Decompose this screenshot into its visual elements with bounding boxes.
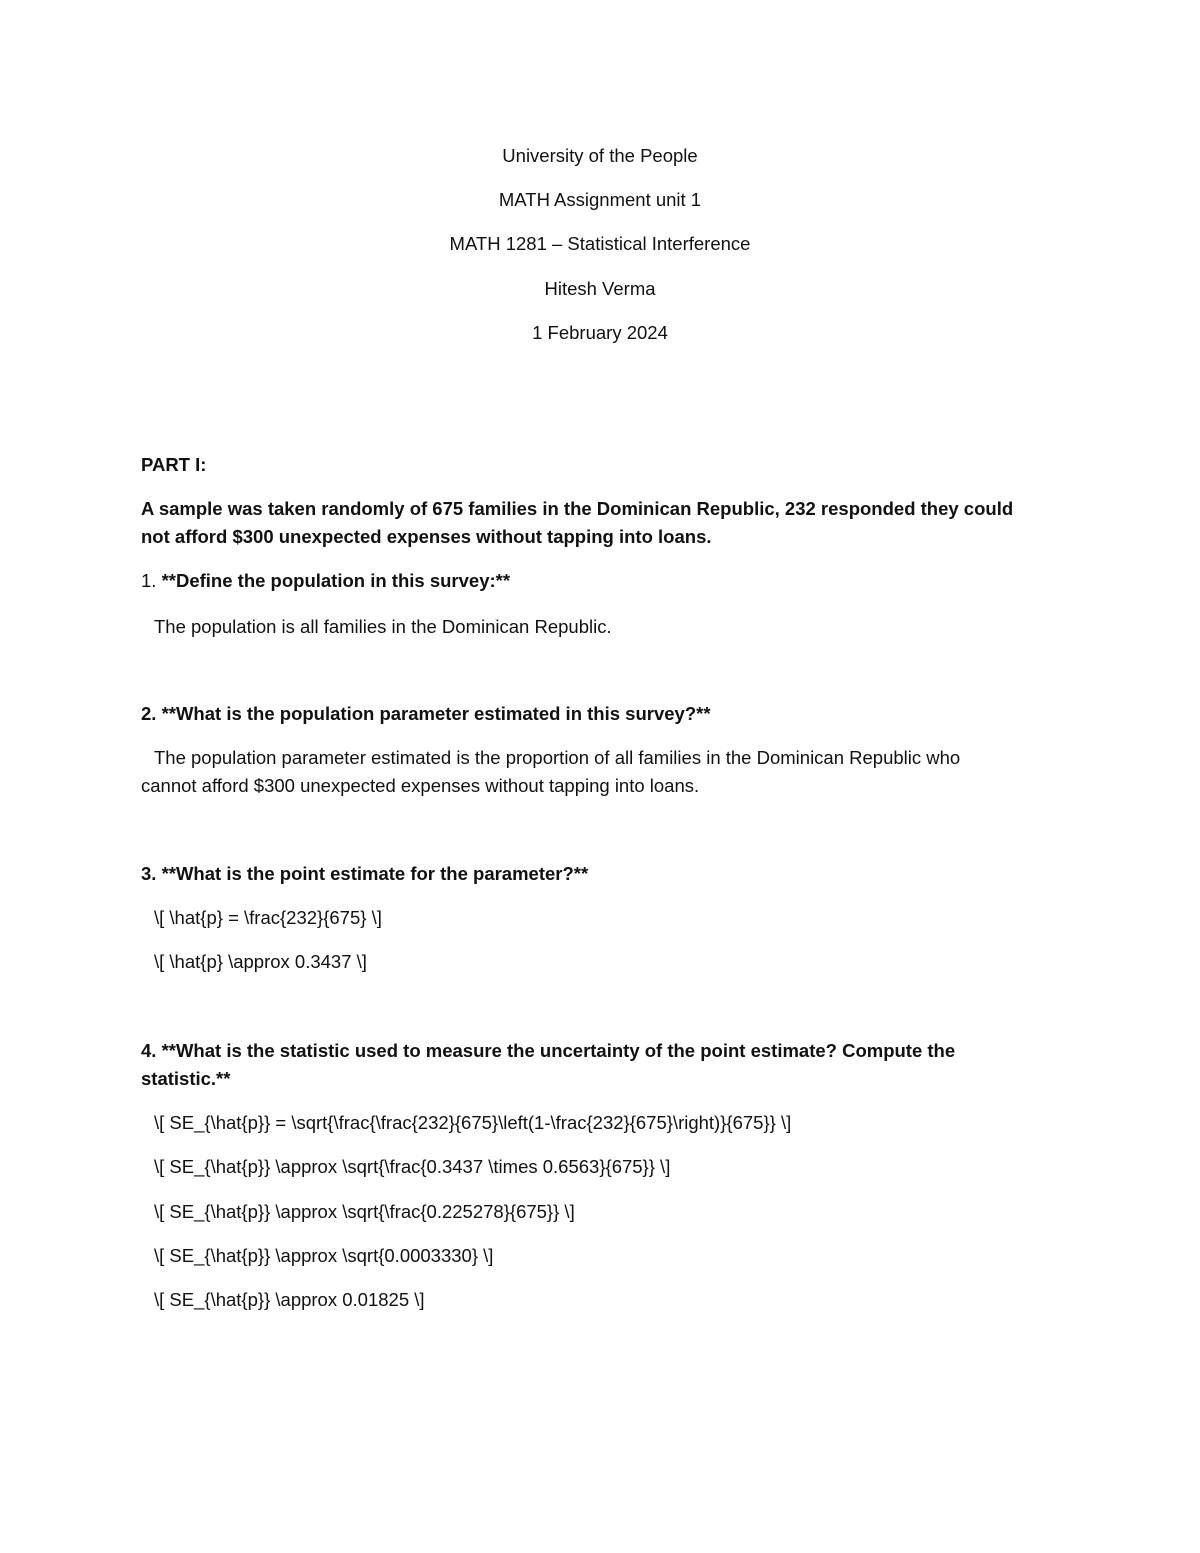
formula-3-2: \[ \hat{p} \approx 0.3437 \] [154, 951, 367, 972]
answer-2-line-2: cannot afford $300 unexpected expenses without tapping into loans. [141, 775, 700, 796]
question-4-line-2: statistic.** [141, 1068, 231, 1089]
assignment-title: MATH Assignment unit 1 [498, 189, 702, 210]
formula-4-1: \[ SE_{\hat{p}} = \sqrt{\frac{\frac{232}{675}\left(1-\frac{232}{675}\right)}{675}} \] [154, 1112, 792, 1133]
problem-statement-line-1: A sample was taken randomly of 675 families in the Dominican Republic, 232 responded they could [141, 498, 1014, 519]
formula-4-2: \[ SE_{\hat{p}} \approx \sqrt{\frac{0.3437 \times 0.6563}{675}} \] [154, 1156, 671, 1177]
formula-4-4: \[ SE_{\hat{p}} \approx \sqrt{0.0003330} \] [154, 1245, 494, 1266]
formula-4-3: \[ SE_{\hat{p}} \approx \sqrt{\frac{0.225278}{675}} \] [154, 1201, 575, 1222]
part-heading: PART I: [141, 454, 207, 475]
problem-statement-line-2: not afford $300 unexpected expenses without tapping into loans. [141, 526, 712, 547]
question-2: 2. **What is the population parameter estimated in this survey?** [141, 703, 711, 724]
formula-4-5: \[ SE_{\hat{p}} \approx 0.01825 \] [154, 1289, 425, 1310]
document-date: 1 February 2024 [532, 322, 668, 343]
institution-name: University of the People [502, 145, 698, 166]
question-1-text: **Define the population in this survey:** [161, 570, 511, 591]
author-name: Hitesh Verma [544, 278, 656, 299]
question-3: 3. **What is the point estimate for the parameter?** [141, 863, 589, 884]
question-1-number: 1. [141, 570, 162, 591]
course-title: MATH 1281 – Statistical Interference [449, 233, 751, 254]
answer-1: The population is all families in the Dominican Republic. [154, 616, 612, 637]
question-1 [141, 567, 510, 595]
formula-3-1: \[ \hat{p} = \frac{232}{675} \] [154, 907, 382, 928]
answer-2-line-1: The population parameter estimated is the proportion of all families in the Dominican Republic who [154, 747, 961, 768]
question-4-line-1: 4. **What is the statistic used to measure the uncertainty of the point estimate? Compute the [141, 1040, 956, 1061]
